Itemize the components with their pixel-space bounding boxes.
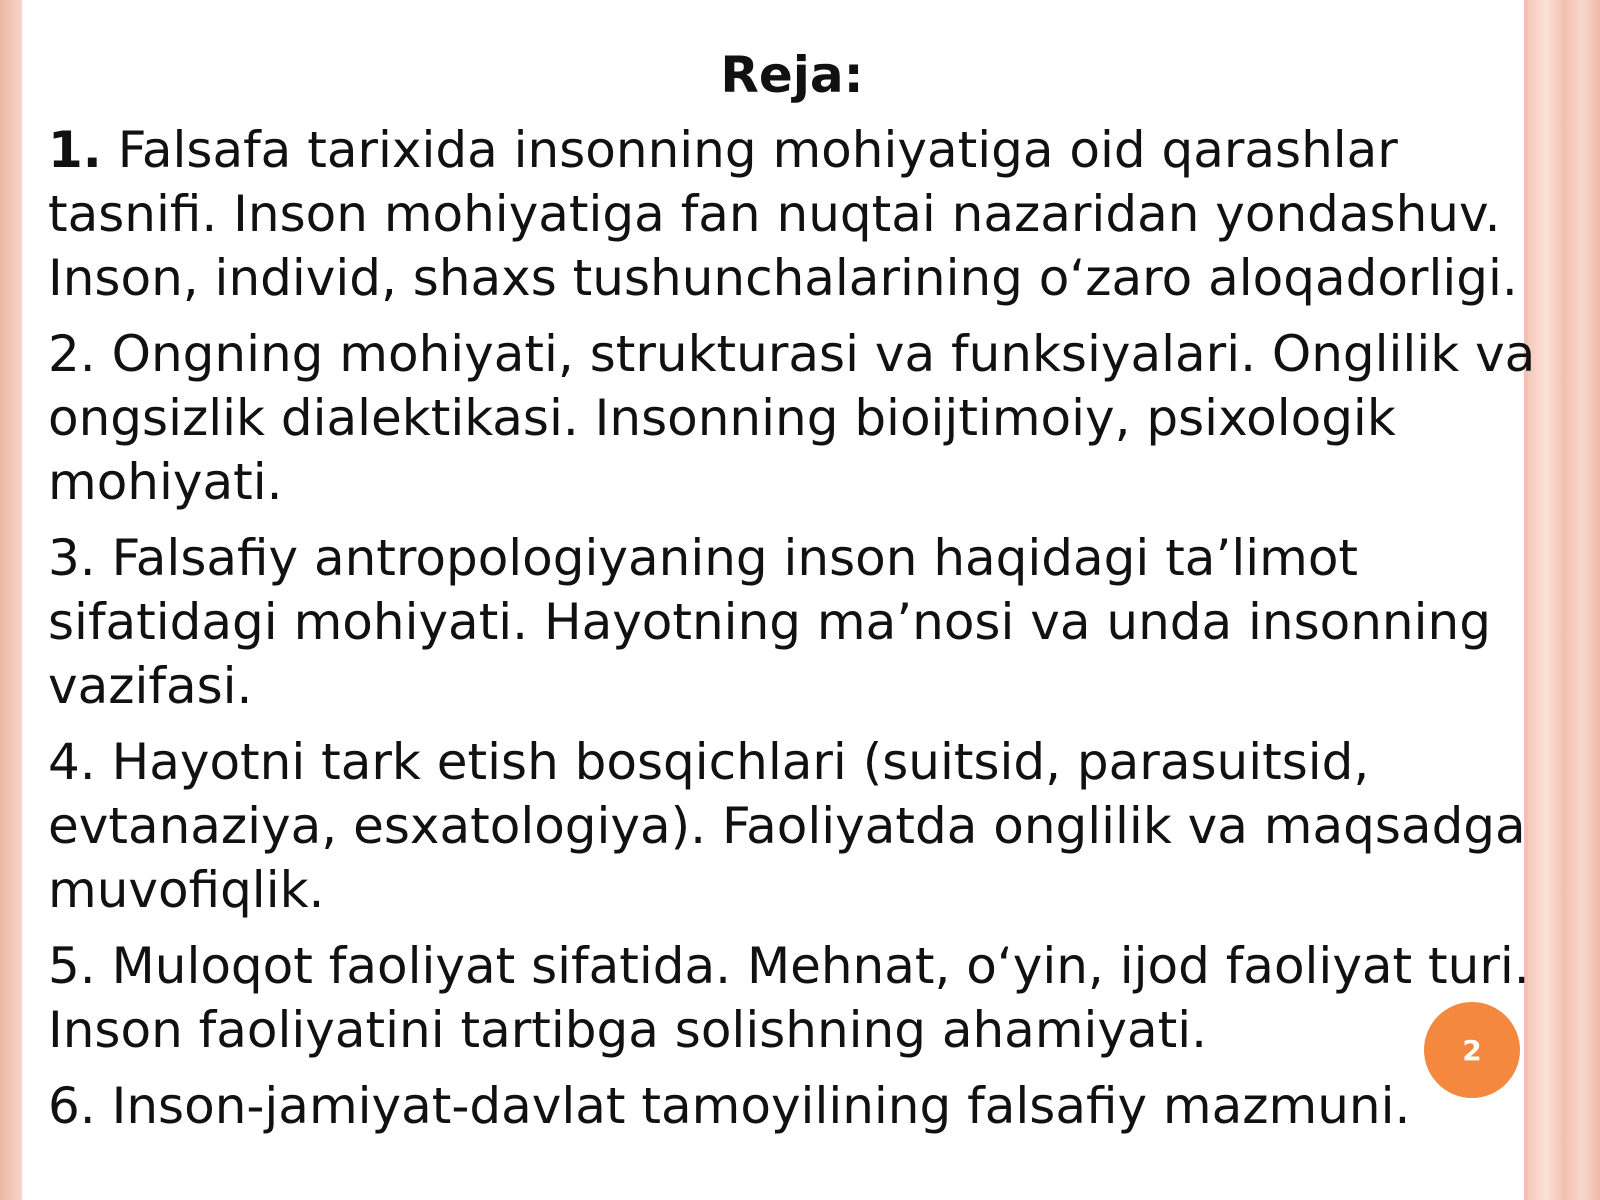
plan-item-3 — [48, 526, 1548, 718]
plan-item-number: 5. — [48, 937, 96, 995]
plan-item-text: Falsafa tarixida insonning mohiyatiga oid qarashlar tasnifi. Inson mohiyatiga fan nuqtai nazaridan yondashuv. Inson, individ, shaxs tushunchalarining oʻzaro aloqadorligi. — [48, 121, 1518, 307]
plan-item-text: Falsafiy antropologiyaning inson haqidagi ta’limot sifatidagi mohiyati. Hayotning ma’nosi va unda insonning vazifasi. — [48, 529, 1491, 715]
plan-item-number: 4. — [48, 733, 96, 791]
plan-item-6 — [48, 1074, 1548, 1138]
plan-item-5 — [48, 934, 1548, 1062]
plan-item-4 — [48, 730, 1548, 922]
slide-canvas — [22, 0, 1536, 1200]
plan-item-text: Muloqot faoliyat sifatida. Mehnat, oʻyin, ijod faoliyat turi. Inson faoliyatini tartibga solishning ahamiyati. — [48, 937, 1530, 1059]
plan-item-2 — [48, 322, 1548, 514]
page-number-badge: 2 — [1424, 1002, 1520, 1098]
plan-item-1 — [48, 118, 1548, 310]
plan-item-text: Hayotni tark etish bosqichlari (suitsid, parasuitsid, evtanaziya, esxatologiya). Faoliyatda onglilik va maqsadga muvofiqlik. — [48, 733, 1526, 919]
slide-title: Reja: — [720, 46, 864, 104]
plan-item-text: Ongning mohiyati, strukturasi va funksiyalari. Onglilik va ongsizlik dialektikasi. Insonning bioijtimoiy, psixologik mohiyati. — [48, 325, 1536, 511]
plan-item-text: Inson-jamiyat-davlat tamoyilining falsafiy mazmuni. — [95, 1077, 1411, 1135]
plan-list — [48, 118, 1548, 1150]
plan-item-number: 3. — [48, 529, 96, 587]
plan-item-number: 2. — [48, 325, 96, 383]
left-frame-edge — [0, 0, 22, 1200]
plan-item-number: 6. — [48, 1077, 96, 1135]
plan-item-number: 1. — [48, 121, 102, 179]
